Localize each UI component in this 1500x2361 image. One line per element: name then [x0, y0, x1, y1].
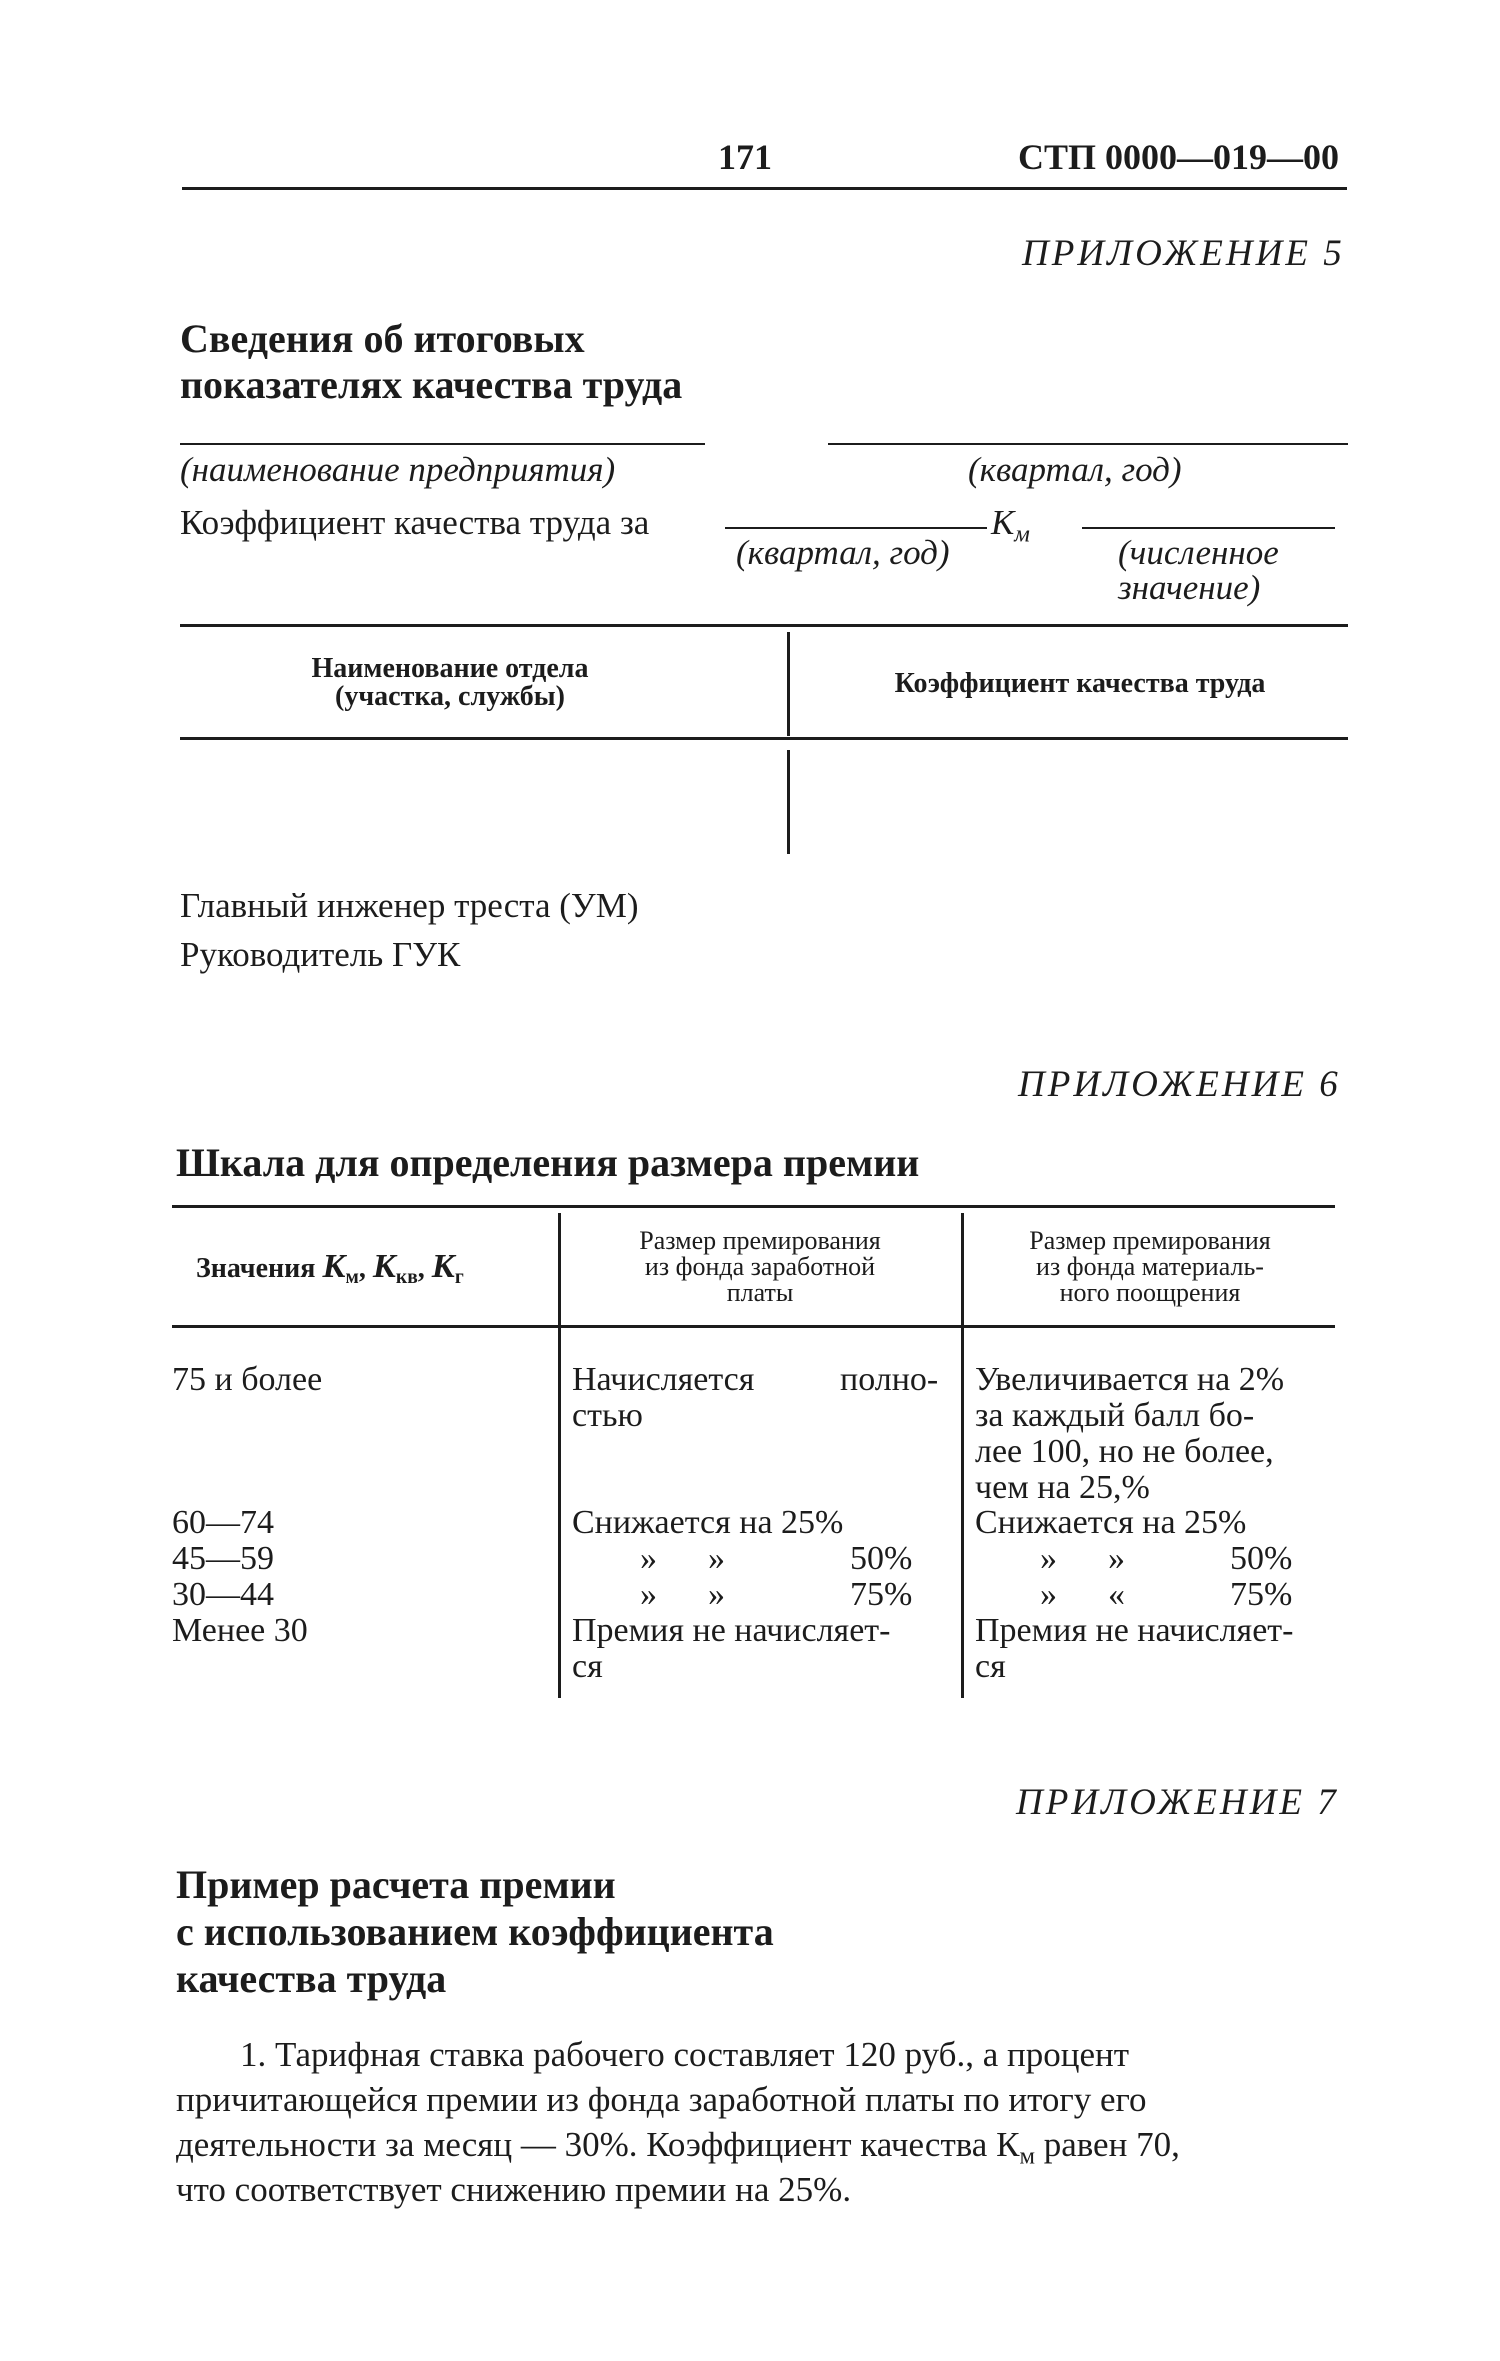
- enterprise-blank: [180, 443, 705, 445]
- table6-divider-2: [961, 1213, 964, 1698]
- table5-top-rule: [180, 624, 1348, 627]
- quarter-year-blank: [828, 443, 1348, 445]
- coefficient-symbol: $К_м$: [991, 503, 1030, 548]
- table5-header-rule: [180, 737, 1348, 740]
- table6-row1-material-line3: лее 100, но не более,: [975, 1433, 1274, 1470]
- table6-row4-wage-value: 75%: [850, 1576, 913, 1613]
- table6-row5-value: Менее 30: [172, 1612, 308, 1649]
- table6-row3-material-value: 50%: [1230, 1540, 1293, 1577]
- table6-row5-material-line1: Премия не начисляет-: [975, 1612, 1294, 1649]
- table6-top-rule: [172, 1205, 1335, 1208]
- table6-row1-material-line4: чем на 25,%: [975, 1469, 1150, 1506]
- table6-row1-wage-right: полно-: [840, 1361, 939, 1398]
- table6-row4-wage-ditto: » »: [640, 1576, 725, 1613]
- coefficient-quarter-blank: [725, 527, 987, 529]
- table6-row1-wage-left: Начисляется: [572, 1361, 755, 1398]
- table5-header-divider: [787, 632, 790, 736]
- table6-row2-value: 60—74: [172, 1504, 274, 1541]
- table6-row2-material: Снижается на 25%: [975, 1504, 1247, 1541]
- appendix-5-title-line1: Сведения об итоговых: [180, 316, 585, 361]
- appendix-5-title-line2: показателях качества труда: [180, 362, 683, 407]
- coefficient-value-caption-line2: значение): [1118, 568, 1261, 607]
- table6-row5-material-line2: ся: [975, 1648, 1006, 1685]
- quarter-year-caption: (квартал, год): [968, 450, 1182, 489]
- table6-row3-wage-value: 50%: [850, 1540, 913, 1577]
- table6-row4-value: 30—44: [172, 1576, 274, 1613]
- paragraph-line1: 1. Тарифная ставка рабочего составляет 120 руб., а процент: [240, 2035, 1130, 2074]
- signature-head-guk: Руководитель ГУК: [180, 935, 461, 974]
- table6-header-rule: [172, 1325, 1335, 1328]
- table6-row5-wage-line2: ся: [572, 1648, 603, 1685]
- signature-chief-engineer: Главный инженер треста (УМ): [180, 886, 639, 925]
- table5-col2-header: Коэффициент качества труда: [894, 668, 1266, 699]
- table6-row3-value: 45—59: [172, 1540, 274, 1577]
- table6-header-values: Значения $К_м$, $К_{кв}$, $К_г$: [196, 1248, 464, 1288]
- appendix-7-label: ПРИЛОЖЕНИЕ 7: [1016, 1782, 1339, 1823]
- table6-row2-wage: Снижается на 25%: [572, 1504, 844, 1541]
- table6-divider-1: [558, 1213, 561, 1698]
- appendix-7-title-line3: качества труда: [176, 1956, 447, 2001]
- header-rule: [182, 187, 1347, 190]
- table5-col1-header: Наименование отдела (участка, службы): [311, 653, 589, 712]
- paragraph-line4: что соответствует снижению премии на 25%.: [176, 2170, 852, 2209]
- table6-row4-material-ditto: » «: [1040, 1576, 1125, 1613]
- appendix-6-title: Шкала для определения размера премии: [176, 1140, 920, 1185]
- table6-row1-material-line1: Увеличивается на 2%: [975, 1361, 1285, 1398]
- coefficient-quarter-caption: (квартал, год): [736, 533, 950, 572]
- enterprise-caption: (наименование предприятия): [180, 450, 616, 489]
- paragraph-line3: деятельности за месяц — 30%. Коэффициент качества $К_м$ равен 70,: [176, 2125, 1180, 2170]
- table6-row3-wage-ditto: » »: [640, 1540, 725, 1577]
- table6-row5-wage-line1: Премия не начисляет-: [572, 1612, 891, 1649]
- coefficient-value-blank: [1082, 527, 1335, 529]
- appendix-7-title-line1: Пример расчета премии: [176, 1862, 616, 1907]
- paragraph-line2: причитающейся премии из фонда заработной платы по итогу его: [176, 2080, 1147, 2119]
- appendix-7-title-line2: с использованием коэффициента: [176, 1909, 774, 1954]
- table5-body-divider: [787, 750, 790, 854]
- page-number: 171: [718, 137, 772, 177]
- table6-header-wage-fund: Размер премирования из фонда заработной платы: [639, 1226, 881, 1307]
- coefficient-value-caption-line1: (численное: [1118, 533, 1279, 572]
- table6-row1-material-line2: за каждый балл бо-: [975, 1397, 1255, 1434]
- document-code: СТП 0000—019—00: [1018, 137, 1340, 177]
- appendix-5-label: ПРИЛОЖЕНИЕ 5: [1022, 233, 1345, 274]
- appendix-6-label: ПРИЛОЖЕНИЕ 6: [1018, 1064, 1341, 1105]
- table6-header-material-fund: Размер премирования из фонда материаль- ного поощрения: [1029, 1226, 1271, 1307]
- table6-row1-wage-line2: стью: [572, 1397, 643, 1434]
- table6-row3-material-ditto: » »: [1040, 1540, 1125, 1577]
- coefficient-text: Коэффициент качества труда за: [180, 503, 650, 542]
- table6-row4-material-value: 75%: [1230, 1576, 1293, 1613]
- table6-row1-value: 75 и более: [172, 1361, 323, 1398]
